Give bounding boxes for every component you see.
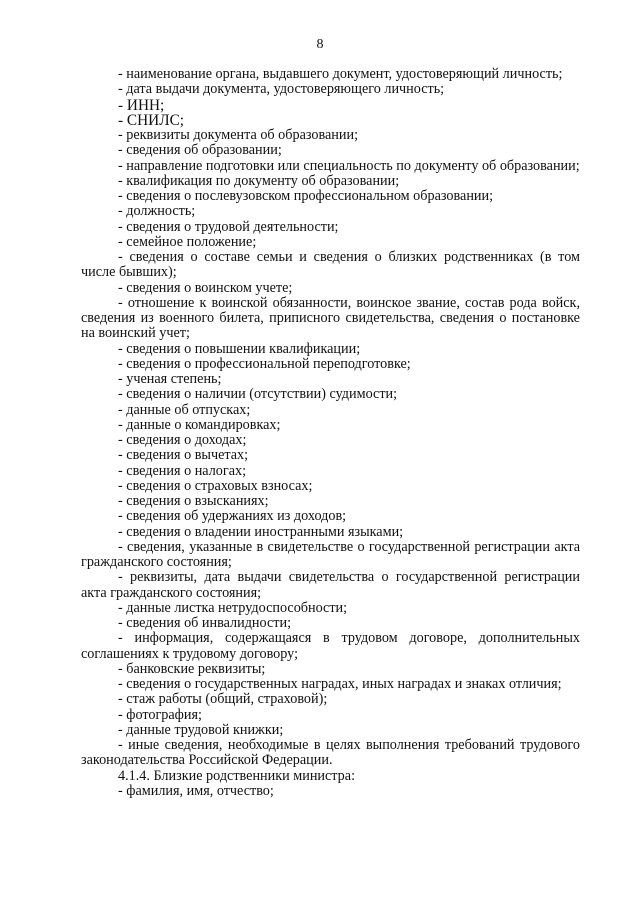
list-item: - сведения о повышении квалификации; [118,340,361,357]
list-item: - сведения о доходах; [118,432,247,448]
list-item: - квалификация по документу об образовании; [118,172,400,189]
list-item: - сведения, указанные в свидетельстве о государственной регистрации акта гражданского состояния; [81,538,580,570]
list-item: - данные трудовой книжки; [118,721,284,738]
list-item: - реквизиты документа об образовании; [118,127,359,143]
list-item: - сведения о трудовой деятельности; [118,218,339,235]
list-item: - должность; [118,203,196,220]
list-item: - иные сведения, необходимые в целях выполнения требований трудового законодательства Российской Федерации. [81,737,580,769]
list-item: - сведения об инвалидности; [118,615,292,631]
list-item: - наименование органа, выдавшего документ, удостоверяющий личность; [118,66,563,82]
document-body [81,67,580,799]
list-item: - СНИЛС; [118,111,185,129]
list-item: - сведения об удержаниях из доходов; [118,508,347,525]
list-item: - ИНН; [118,96,165,114]
list-item: - сведения о вычетах; [118,447,249,464]
list-item: - стаж работы (общий, страховой); [118,691,328,708]
list-item: - направление подготовки или специальность по документу об образовании; [118,157,580,174]
list-item: - банковские реквизиты; [118,660,266,677]
list-item: - сведения о владении иностранными языками; [118,523,404,540]
list-item: - сведения о страховых взносах; [118,477,313,494]
list-item: - сведения о воинском учете; [118,279,293,296]
list-item: - сведения об образовании; [118,142,282,159]
list-item: - данные о командировках; [118,416,281,433]
section-heading: 4.1.4. Близкие родственники министра: [118,767,356,784]
list-item: - сведения о профессиональной переподготовке; [118,355,411,372]
list-item: - сведения о наличии (отсутствии) судимости; [118,386,398,403]
list-item: - реквизиты, дата выдачи свидетельства о государственной регистрации акта гражданского состояния; [81,569,580,601]
list-item: - данные листка нетрудоспособности; [118,599,348,616]
list-item: - отношение к воинской обязанности, воинское звание, состав рода войск, сведения из военного билета, приписного свидетельства, сведения о постановке на воинский учет; [81,294,580,342]
list-item: - дата выдачи документа, удостоверяющего личность; [118,81,445,98]
list-item: - ученая степень; [118,371,222,387]
list-item: - сведения о послевузовском профессиональном образовании; [118,188,494,204]
list-item: - информация, содержащаяся в трудовом договоре, дополнительных соглашениях к трудовому договору; [81,630,580,662]
list-item: - сведения о налогах; [118,462,247,479]
list-item: - фотография; [118,706,202,723]
list-item: - сведения о взысканиях; [118,493,269,509]
page-number: 8 [316,37,324,52]
list-item: - данные об отпусках; [118,401,251,418]
list-item: - семейное положение; [118,233,257,250]
list-item: - сведения о государственных наградах, иных наградах и знаках отличия; [118,676,562,692]
list-item: - сведения о составе семьи и сведения о близких родственниках (в том числе бывших); [81,249,580,281]
list-item: - фамилия, имя, отчество; [118,782,274,799]
